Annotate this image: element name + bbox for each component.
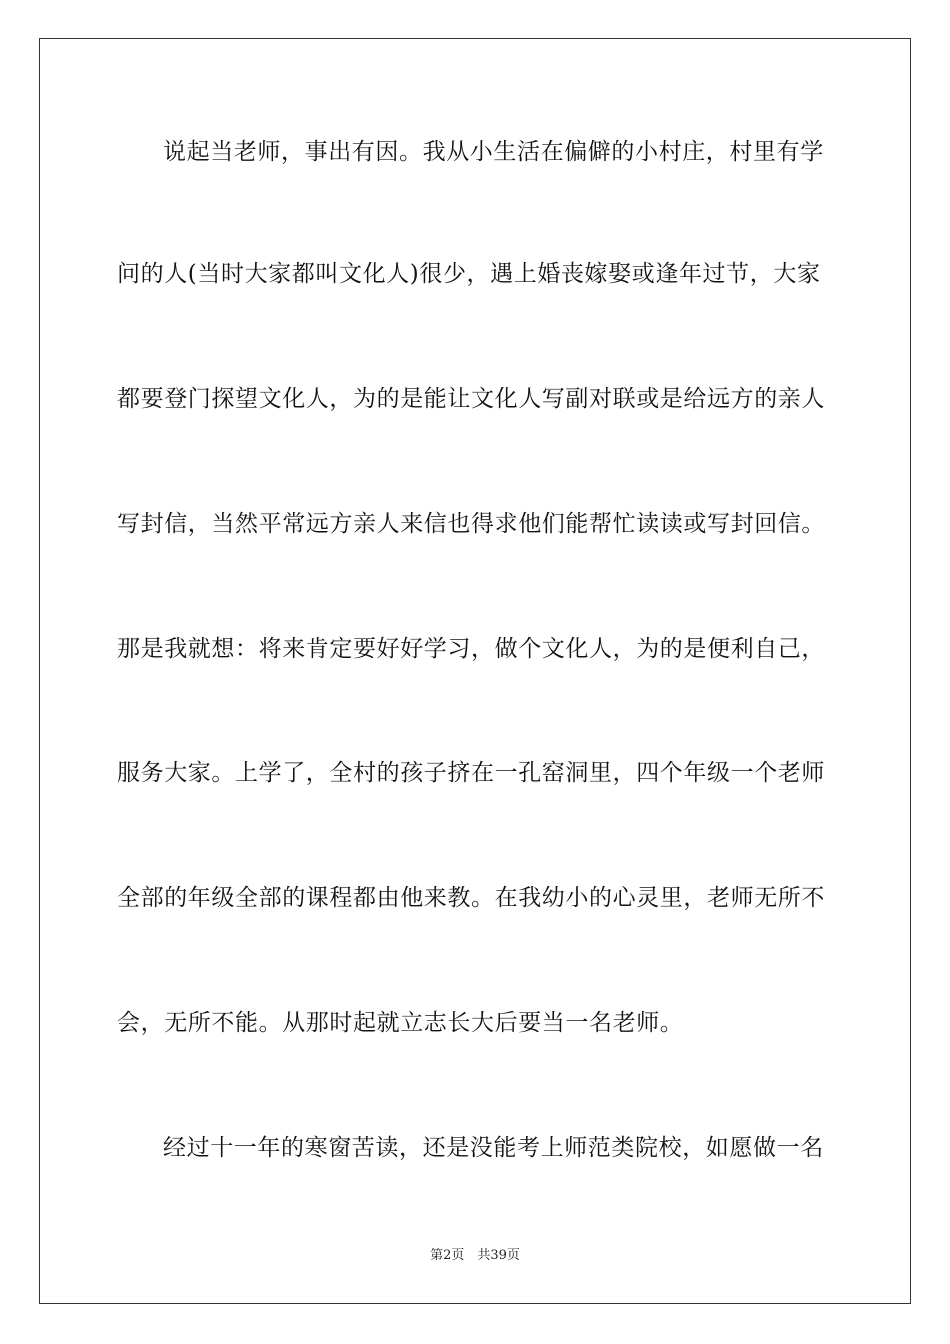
paragraph-line-2: 问的人(当时大家都叫文化人)很少，遇上婚丧嫁娶或逢年过节，大家 — [117, 261, 821, 287]
page-number-footer: 第2页 共39页 — [430, 1248, 520, 1263]
page-frame — [39, 38, 911, 1304]
paragraph-line-3: 都要登门探望文化人，为的是能让文化人写副对联或是给远方的亲人 — [117, 386, 825, 412]
paragraph-line-8: 会，无所不能。从那时起就立志长大后要当一名老师。 — [117, 1010, 684, 1036]
paragraph-line-1: 说起当老师，事出有因。我从小生活在偏僻的小村庄，村里有学 — [163, 139, 824, 165]
paragraph-line-7: 全部的年级全部的课程都由他来教。在我幼小的心灵里，老师无所不 — [117, 885, 825, 911]
paragraph-line-5: 那是我就想：将来肯定要好好学习，做个文化人，为的是便利自己， — [117, 636, 825, 662]
paragraph-line-4: 写封信，当然平常远方亲人来信也得求他们能帮忙读读或写封回信。 — [117, 511, 825, 537]
paragraph-line-6: 服务大家。上学了，全村的孩子挤在一孔窑洞里，四个年级一个老师 — [117, 760, 825, 786]
paragraph-line-9: 经过十一年的寒窗苦读，还是没能考上师范类院校，如愿做一名 — [163, 1135, 824, 1161]
